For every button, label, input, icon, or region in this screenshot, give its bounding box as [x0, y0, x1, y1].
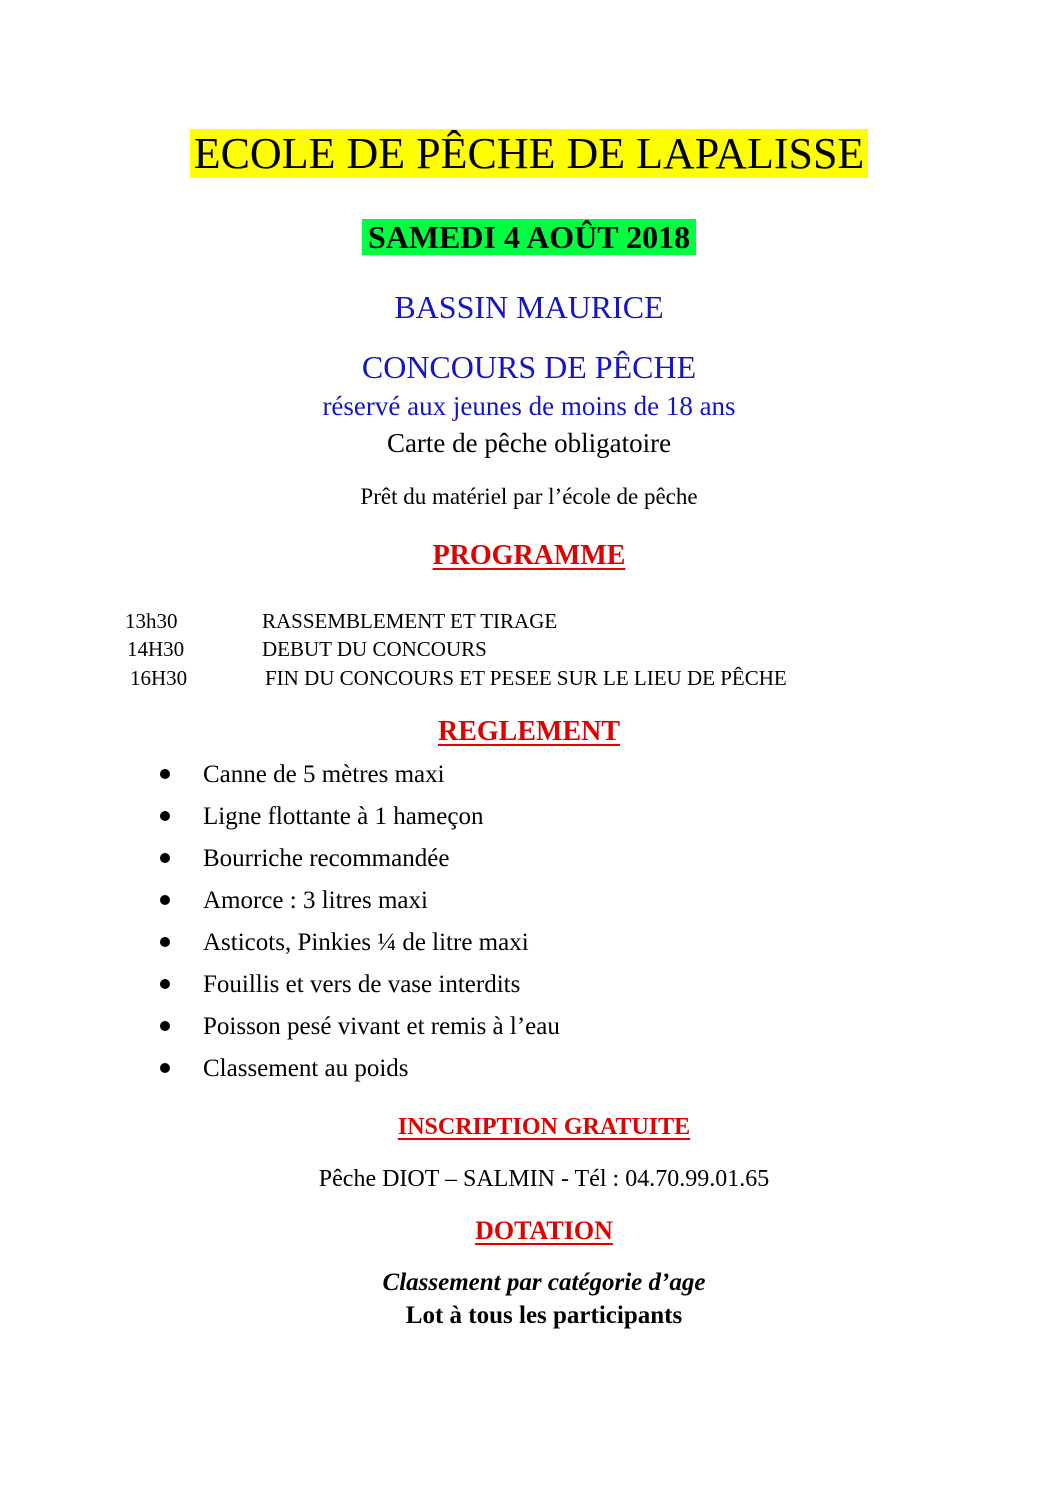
list-item: [160, 882, 560, 924]
dotation-classification: Classement par catégorie d’age: [382, 1269, 706, 1296]
event-name: CONCOURS DE PÊCHE: [361, 349, 697, 385]
bullet-icon: [160, 979, 170, 989]
schedule-time: 13h30: [125, 609, 178, 633]
bullet-icon: [160, 811, 170, 821]
eligibility-note: réservé aux jeunes de moins de 18 ans: [322, 391, 736, 421]
list-item: [160, 1050, 560, 1092]
list-item: [160, 924, 560, 966]
programme-heading: PROGRAMME: [432, 540, 626, 571]
fishing-card-note: Carte de pêche obligatoire: [386, 428, 672, 458]
equipment-loan-note: Prêt du matériel par l’école de pêche: [360, 484, 698, 509]
schedule-label: RASSEMBLEMENT ET TIRAGE: [262, 609, 558, 633]
inscription-heading: INSCRIPTION GRATUITE: [397, 1114, 691, 1140]
schedule-time: 16H30: [130, 666, 188, 690]
dotation-prize: Lot à tous les participants: [405, 1302, 683, 1329]
rule-text: Poisson pesé vivant et remis à l’eau: [203, 1013, 560, 1040]
rule-text: Ligne flottante à 1 hameçon: [203, 803, 484, 830]
contact-info: Pêche DIOT – SALMIN - Tél : 04.70.99.01.65: [318, 1166, 770, 1192]
bullet-icon: [160, 1063, 170, 1073]
list-item: [160, 798, 560, 840]
rule-text: Amorce : 3 litres maxi: [203, 887, 428, 914]
list-item: [160, 966, 560, 1008]
bullet-icon: [160, 853, 170, 863]
schedule-label: FIN DU CONCOURS ET PESEE SUR LE LIEU DE PÊCHE: [265, 666, 787, 690]
rules-list: [160, 756, 560, 1092]
rule-text: Classement au poids: [203, 1055, 409, 1082]
dotation-heading: DOTATION: [475, 1216, 613, 1245]
list-item: [160, 756, 560, 798]
event-date: [0, 215, 1058, 259]
event-date-text: SAMEDI 4 AOÛT 2018: [362, 219, 696, 255]
schedule-time: 14H30: [127, 637, 185, 661]
page-title-text: ECOLE DE PÊCHE DE LAPALISSE: [190, 129, 869, 178]
bullet-icon: [160, 937, 170, 947]
rule-text: Fouillis et vers de vase interdits: [203, 971, 521, 998]
bullet-icon: [160, 1021, 170, 1031]
event-place: BASSIN MAURICE: [394, 289, 664, 325]
schedule-label: DEBUT DU CONCOURS: [262, 637, 487, 661]
rule-text: Bourriche recommandée: [203, 845, 450, 872]
list-item: [160, 1008, 560, 1050]
bullet-icon: [160, 769, 170, 779]
bullet-icon: [160, 895, 170, 905]
rule-text: Canne de 5 mètres maxi: [203, 761, 445, 788]
reglement-heading: REGLEMENT: [437, 716, 621, 747]
list-item: [160, 840, 560, 882]
page-title: [0, 125, 1058, 183]
rule-text: Asticots, Pinkies ¼ de litre maxi: [203, 929, 529, 956]
